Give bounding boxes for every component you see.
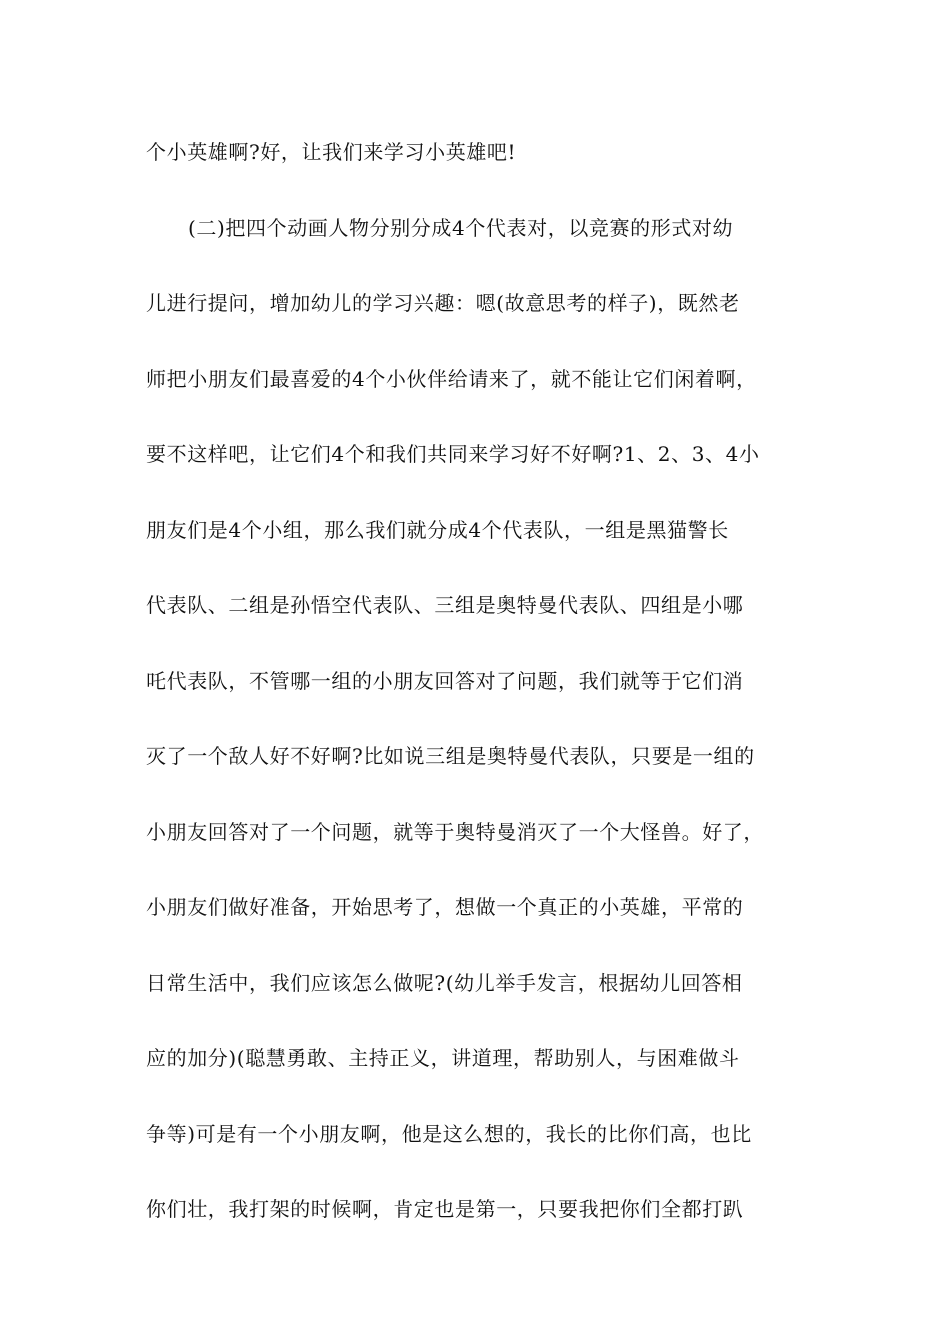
text-line-4: 师把小朋友们最喜爱的4个小伙伴给请来了，就不能让它们闲着啊， xyxy=(146,366,757,391)
text-line-2: (二)把四个动画人物分别分成4个代表对，以竞赛的形式对幼 xyxy=(188,215,734,240)
text-line-3: 儿进行提问，增加幼儿的学习兴趣：嗯(故意思考的样子)，既然老 xyxy=(146,291,740,315)
text-line-13: 应的加分)(聪慧勇敢、主持正义，讲道理，帮助别人，与困难做斗 xyxy=(146,1046,740,1070)
body-text xyxy=(146,128,806,1261)
text-line-14: 争等)可是有一个小朋友啊，他是这么想的，我长的比你们高，也比 xyxy=(146,1121,752,1146)
text-line-7: 代表队、二组是孙悟空代表队、三组是奥特曼代表队、四组是小哪 xyxy=(146,593,744,617)
text-line-8: 吒代表队，不管哪一组的小朋友回答对了问题，我们就等于它们消 xyxy=(146,668,744,693)
text-line-10: 小朋友回答对了一个问题，就等于奥特曼消灭了一个大怪兽。好了， xyxy=(146,819,764,844)
text-line-6: 朋友们是4个小组，那么我们就分成4个代表队，一组是黑猫警长 xyxy=(146,517,729,542)
text-line-5: 要不这样吧，让它们4个和我们共同来学习好不好啊?1、2、3、4小 xyxy=(146,442,760,466)
text-line-9: 灭了一个敌人好不好啊?比如说三组是奥特曼代表队，只要是一组的 xyxy=(146,744,755,768)
text-line-12: 日常生活中，我们应该怎么做呢?(幼儿举手发言，根据幼儿回答相 xyxy=(146,970,743,995)
text-line-1: 个小英雄啊?好，让我们来学习小英雄吧! xyxy=(146,140,517,164)
text-line-11: 小朋友们做好准备，开始思考了，想做一个真正的小英雄，平常的 xyxy=(146,895,744,919)
text-line-15: 你们壮，我打架的时候啊，肯定也是第一，只要我把你们全都打趴 xyxy=(146,1197,744,1221)
